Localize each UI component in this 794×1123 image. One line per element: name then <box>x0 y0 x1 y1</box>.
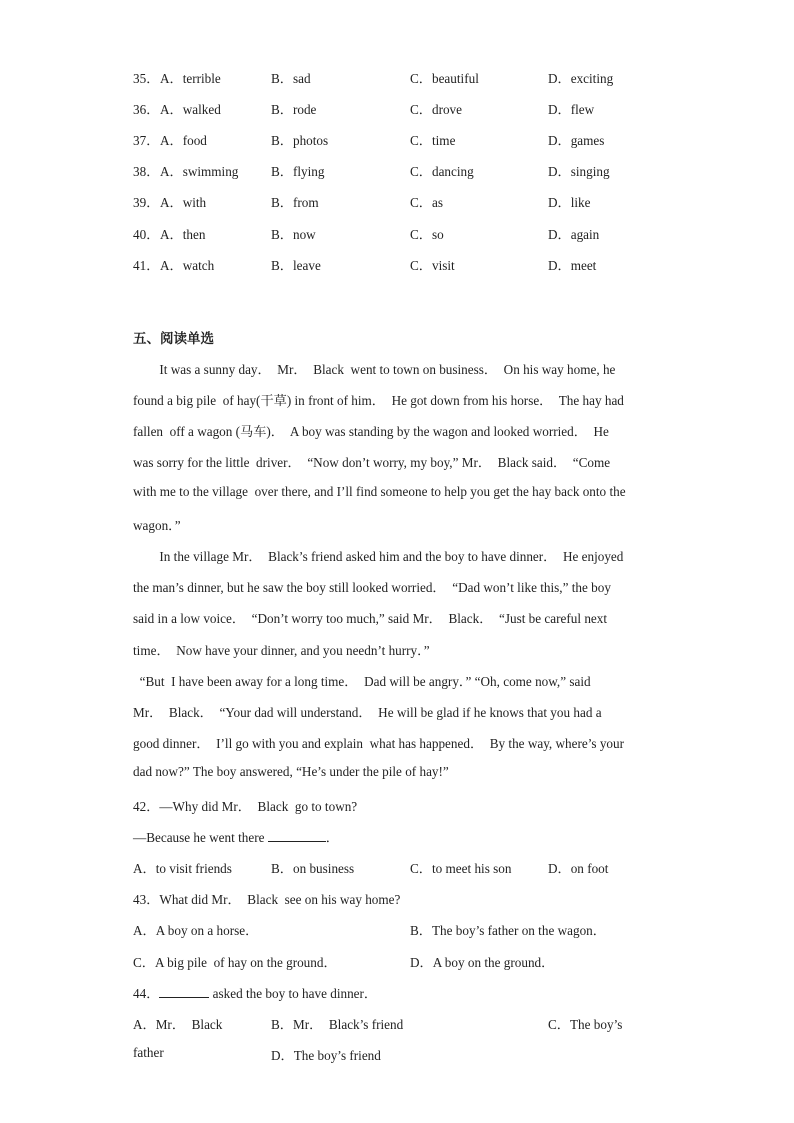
question-44-options-row1 <box>133 1014 693 1034</box>
passage-line: It was a sunny day． Mr． Black went to town on business． On his way home, he <box>133 362 616 377</box>
option-a: A．terrible <box>160 71 221 86</box>
cloze-option-row <box>133 68 693 88</box>
option-b: B．now <box>271 227 316 242</box>
question-number: 37． <box>133 133 160 148</box>
passage-line: Mr． Black． “Your dad will understand． He will be glad if he knows that you had a <box>133 705 602 720</box>
cloze-option-row <box>133 224 693 244</box>
answer-blank <box>268 829 326 842</box>
option-a: A．then <box>160 227 206 242</box>
option-b: B．from <box>271 195 319 210</box>
option-c: C．to meet his son <box>410 861 512 876</box>
option-a: A．watch <box>160 258 215 273</box>
passage-line: found a big pile of hay(干草) in front of him． He got down from his horse． The hay had <box>133 393 624 408</box>
cloze-option-row <box>133 161 693 181</box>
passage-line: time． Now have your dinner, and you needn’t hurry．” <box>133 643 430 658</box>
passage-line: good dinner． I’ll go with you and explain what has happened． By the way, where’s your <box>133 736 625 751</box>
question-number: 35． <box>133 71 160 86</box>
option-c: C．The boy’s <box>548 1017 623 1032</box>
question-44-options-row2 <box>133 1045 693 1065</box>
option-d: D．on foot <box>548 861 609 876</box>
option-b: B．on business <box>271 861 355 876</box>
option-c: C．A big pile of hay on the ground． <box>133 955 337 970</box>
option-b: B．sad <box>271 71 311 86</box>
option-d: D．like <box>548 195 591 210</box>
option-c: C．time <box>410 133 456 148</box>
question-number: 36． <box>133 102 160 117</box>
option-b: B．rode <box>271 102 317 117</box>
cloze-option-row <box>133 192 693 212</box>
option-b: B．photos <box>271 133 329 148</box>
question-number: 41． <box>133 258 160 273</box>
question-42-answer-line <box>133 827 339 846</box>
option-c-continued: father <box>133 1045 164 1060</box>
question-43-options-row1 <box>133 920 693 940</box>
answer-prefix: —Because he went there <box>133 830 268 845</box>
passage-line: the man’s dinner, but he saw the boy still looked worried． “Dad won’t like this,” the boy <box>133 580 611 595</box>
passage-line: fallen off a wagon (马车)． A boy was standing by the wagon and looked worried． He <box>133 424 609 439</box>
option-a: A．A boy on a horse． <box>133 923 259 938</box>
passage-line: In the village Mr． Black’s friend asked him and the boy to have dinner． He enjoyed <box>133 549 624 564</box>
question-43-stem: 43．What did Mr． Black see on his way home? <box>133 892 401 907</box>
question-44-stem <box>133 983 377 1002</box>
option-c: C．drove <box>410 102 463 117</box>
question-43-options-row2 <box>133 952 693 972</box>
option-d: D．exciting <box>548 71 614 86</box>
passage-line: with me to the village over there, and I’ll find someone to help you get the hay back onto the <box>133 484 626 499</box>
option-d: D．A boy on the ground． <box>410 955 555 970</box>
option-c: C．so <box>410 227 444 242</box>
option-a: A．walked <box>160 102 221 117</box>
option-c: C．as <box>410 195 443 210</box>
section-title: 五、阅读单选 <box>133 331 214 347</box>
option-b: B．flying <box>271 164 325 179</box>
passage-line: was sorry for the little driver． “Now don’t worry, my boy,” Mr． Black said． “Come <box>133 455 611 470</box>
stem-text: asked the boy to have dinner． <box>209 986 378 1001</box>
question-number: 39． <box>133 195 160 210</box>
cloze-option-row <box>133 130 693 150</box>
option-b: B．The boy’s father on the wagon． <box>410 923 606 938</box>
answer-blank <box>159 985 209 998</box>
answer-suffix: ． <box>325 830 339 845</box>
cloze-option-row <box>133 99 693 119</box>
cloze-option-row <box>133 255 693 275</box>
passage-line: dad now?” The boy answered, “He’s under the pile of hay!” <box>133 764 449 779</box>
option-d: D．again <box>548 227 600 242</box>
question-number: 40． <box>133 227 160 242</box>
option-c: C．dancing <box>410 164 474 179</box>
option-d: D．meet <box>548 258 597 273</box>
passage-line: said in a low voice． “Don’t worry too much,” said Mr． Black． “Just be careful next <box>133 611 608 626</box>
option-a: A．swimming <box>160 164 239 179</box>
option-d: D．flew <box>548 102 595 117</box>
question-42-options <box>133 858 693 878</box>
option-a: A．food <box>160 133 207 148</box>
option-a: A．Mr． Black <box>133 1017 223 1032</box>
option-d: D．singing <box>548 164 610 179</box>
option-c: C．visit <box>410 258 455 273</box>
option-c: C．beautiful <box>410 71 479 86</box>
question-number: 44． <box>133 986 160 1001</box>
passage-line: “But I have been away for a long time． Dad will be angry．” “Oh, come now,” said <box>133 674 591 689</box>
option-d: D．The boy’s friend <box>271 1048 381 1063</box>
passage-line: wagon．” <box>133 518 181 533</box>
option-b: B．Mr． Black’s friend <box>271 1017 404 1032</box>
option-b: B．leave <box>271 258 321 273</box>
option-d: D．games <box>548 133 605 148</box>
question-number: 38． <box>133 164 160 179</box>
option-a: A．to visit friends <box>133 861 232 876</box>
question-42-stem: 42．—Why did Mr． Black go to town? <box>133 799 358 814</box>
option-a: A．with <box>160 195 207 210</box>
